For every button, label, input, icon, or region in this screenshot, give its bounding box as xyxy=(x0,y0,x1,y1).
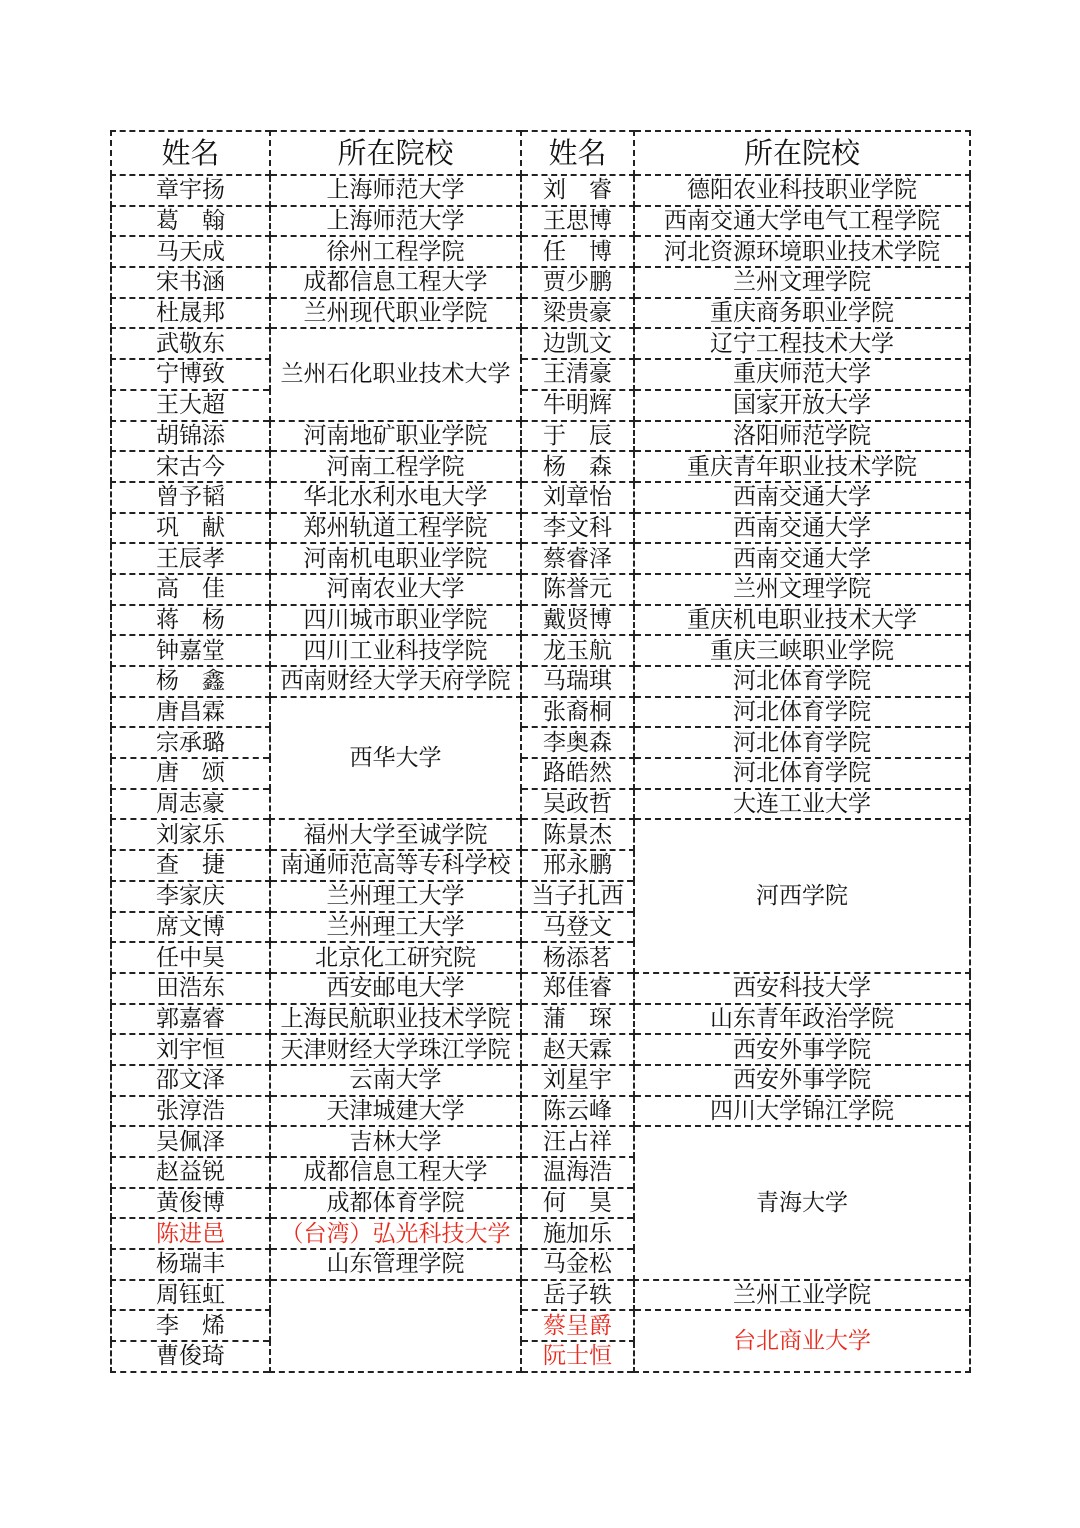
table-row xyxy=(111,574,970,605)
header-school-right: 所在院校 xyxy=(634,131,970,175)
school-cell: 南通师范高等专科学校 xyxy=(270,850,521,881)
table-row xyxy=(111,298,970,329)
school-cell: 成都信息工程大学 xyxy=(270,1157,521,1188)
student-name: 李 烯 xyxy=(111,1310,270,1341)
table-row xyxy=(111,206,970,237)
table-row xyxy=(111,1126,970,1157)
student-name: 杜晟邦 xyxy=(111,298,270,329)
school-cell: 成都信息工程大学 xyxy=(270,267,521,298)
student-name: 黄俊博 xyxy=(111,1188,270,1219)
student-name: 马登文 xyxy=(521,912,634,943)
school-cell: 上海民航职业技术学院 xyxy=(270,1004,521,1035)
table-row xyxy=(111,727,970,758)
student-name: 马瑞琪 xyxy=(521,666,634,697)
school-cell: 重庆青年职业技术学院 xyxy=(634,451,970,482)
school-cell: 兰州石化职业技术大学 xyxy=(270,328,521,420)
table-row xyxy=(111,543,970,574)
student-name: 周钰虹 xyxy=(111,1280,270,1311)
student-name: 杨 鑫 xyxy=(111,666,270,697)
table-row xyxy=(111,451,970,482)
student-name: 李家庆 xyxy=(111,881,270,912)
student-name: 宋书涵 xyxy=(111,267,270,298)
school-cell: 重庆师范大学 xyxy=(634,359,970,390)
school-cell: 西安外事学院 xyxy=(634,1065,970,1096)
table-row xyxy=(111,1065,970,1096)
student-name: 席文博 xyxy=(111,912,270,943)
table-row xyxy=(111,789,970,820)
school-cell: 西安科技大学 xyxy=(634,973,970,1004)
school-cell: 河北体育学院 xyxy=(634,666,970,697)
student-name: 唐昌霖 xyxy=(111,697,270,728)
student-name: 郭嘉睿 xyxy=(111,1004,270,1035)
table-row xyxy=(111,421,970,452)
school-cell: 兰州现代职业学院 xyxy=(270,298,521,329)
header-name-right: 姓名 xyxy=(521,131,634,175)
school-cell: 国家开放大学 xyxy=(634,390,970,421)
school-cell: 四川大学锦江学院 xyxy=(634,1096,970,1127)
student-name: 刘 睿 xyxy=(521,175,634,206)
student-name: 田浩东 xyxy=(111,973,270,1004)
school-cell: 四川城市职业学院 xyxy=(270,605,521,636)
student-name: 杨瑞丰 xyxy=(111,1249,270,1280)
student-name: 蔡睿泽 xyxy=(521,543,634,574)
school-cell: 西南财经大学天府学院 xyxy=(270,666,521,697)
school-cell: 河北体育学院 xyxy=(634,727,970,758)
student-name: 温海浩 xyxy=(521,1157,634,1188)
student-name: 任 博 xyxy=(521,236,634,267)
school-cell-empty xyxy=(270,1280,521,1372)
table-row xyxy=(111,267,970,298)
student-name: 钟嘉堂 xyxy=(111,635,270,666)
school-cell: 天津财经大学珠江学院 xyxy=(270,1034,521,1065)
student-name: 汪占祥 xyxy=(521,1126,634,1157)
school-cell: 重庆机电职业技术大学 xyxy=(634,605,970,636)
student-name: 王辰孝 xyxy=(111,543,270,574)
student-name: 刘家乐 xyxy=(111,819,270,850)
student-name: 张淳浩 xyxy=(111,1096,270,1127)
student-name: 何 昊 xyxy=(521,1188,634,1219)
table-row xyxy=(111,359,970,390)
student-name: 蒋 杨 xyxy=(111,605,270,636)
student-name-highlighted: 阮士恒 xyxy=(521,1341,634,1372)
table-row xyxy=(111,390,970,421)
school-cell: 兰州理工大学 xyxy=(270,881,521,912)
student-name: 任中昊 xyxy=(111,942,270,973)
student-name: 刘星宇 xyxy=(521,1065,634,1096)
school-cell: 青海大学 xyxy=(634,1126,970,1279)
school-cell: 山东管理学院 xyxy=(270,1249,521,1280)
school-cell: 吉林大学 xyxy=(270,1126,521,1157)
student-name: 吴佩泽 xyxy=(111,1126,270,1157)
school-cell: 华北水利水电大学 xyxy=(270,482,521,513)
student-name: 宗承璐 xyxy=(111,727,270,758)
student-name: 路皓然 xyxy=(521,758,634,789)
student-name: 曹俊琦 xyxy=(111,1341,270,1372)
student-name: 蒲 琛 xyxy=(521,1004,634,1035)
school-cell: 西安外事学院 xyxy=(634,1034,970,1065)
student-name: 施加乐 xyxy=(521,1218,634,1249)
school-cell: 西华大学 xyxy=(270,697,521,820)
student-name: 张裔桐 xyxy=(521,697,634,728)
student-name: 马金松 xyxy=(521,1249,634,1280)
school-cell: 河北体育学院 xyxy=(634,758,970,789)
student-name: 曾予韬 xyxy=(111,482,270,513)
student-name: 刘宇恒 xyxy=(111,1034,270,1065)
table-row xyxy=(111,973,970,1004)
student-name: 李文科 xyxy=(521,513,634,544)
table-row xyxy=(111,1310,970,1341)
student-name: 岳子轶 xyxy=(521,1280,634,1311)
student-name: 查 捷 xyxy=(111,850,270,881)
roster-table xyxy=(110,130,971,1373)
student-name: 武敬东 xyxy=(111,328,270,359)
school-cell: 郑州轨道工程学院 xyxy=(270,513,521,544)
school-cell: 德阳农业科技职业学院 xyxy=(634,175,970,206)
student-name-highlighted: 蔡呈爵 xyxy=(521,1310,634,1341)
school-cell: 山东青年政治学院 xyxy=(634,1004,970,1035)
table-row xyxy=(111,697,970,728)
student-name: 牛明辉 xyxy=(521,390,634,421)
student-name: 刘章怡 xyxy=(521,482,634,513)
student-name: 龙玉航 xyxy=(521,635,634,666)
student-name: 杨 森 xyxy=(521,451,634,482)
student-name: 梁贵豪 xyxy=(521,298,634,329)
student-name: 王大超 xyxy=(111,390,270,421)
school-cell: 兰州工业学院 xyxy=(634,1280,970,1311)
school-cell: 上海师范大学 xyxy=(270,206,521,237)
table-row xyxy=(111,758,970,789)
school-cell: 西南交通大学 xyxy=(634,482,970,513)
school-cell: 重庆商务职业学院 xyxy=(634,298,970,329)
table-row xyxy=(111,482,970,513)
table-row xyxy=(111,175,970,206)
school-cell: 河南机电职业学院 xyxy=(270,543,521,574)
school-cell: 大连工业大学 xyxy=(634,789,970,820)
school-cell: 四川工业科技学院 xyxy=(270,635,521,666)
school-cell: 兰州理工大学 xyxy=(270,912,521,943)
student-name: 宁博致 xyxy=(111,359,270,390)
school-cell: 河南工程学院 xyxy=(270,451,521,482)
school-cell: 河西学院 xyxy=(634,819,970,972)
student-name: 戴贤博 xyxy=(521,605,634,636)
school-cell: 云南大学 xyxy=(270,1065,521,1096)
school-cell-highlighted: （台湾）弘光科技大学 xyxy=(270,1218,521,1249)
school-cell: 河南农业大学 xyxy=(270,574,521,605)
table-row xyxy=(111,1096,970,1127)
student-name: 当子扎西 xyxy=(521,881,634,912)
student-name: 杨添茗 xyxy=(521,942,634,973)
student-name: 边凯文 xyxy=(521,328,634,359)
table-row xyxy=(111,328,970,359)
student-name: 郑佳睿 xyxy=(521,973,634,1004)
student-name: 章宇扬 xyxy=(111,175,270,206)
school-cell: 天津城建大学 xyxy=(270,1096,521,1127)
school-cell: 西安邮电大学 xyxy=(270,973,521,1004)
student-name-highlighted: 陈进邑 xyxy=(111,1218,270,1249)
school-cell: 徐州工程学院 xyxy=(270,236,521,267)
school-cell: 河南地矿职业学院 xyxy=(270,421,521,452)
student-name: 贾少鹏 xyxy=(521,267,634,298)
school-cell: 河北体育学院 xyxy=(634,697,970,728)
table-row xyxy=(111,666,970,697)
student-name: 周志豪 xyxy=(111,789,270,820)
student-name: 李奥森 xyxy=(521,727,634,758)
student-name: 陈誉元 xyxy=(521,574,634,605)
table-row xyxy=(111,605,970,636)
school-cell: 洛阳师范学院 xyxy=(634,421,970,452)
header-row xyxy=(111,131,970,175)
school-cell: 重庆三峡职业学院 xyxy=(634,635,970,666)
school-cell: 西南交通大学 xyxy=(634,513,970,544)
student-name: 巩 献 xyxy=(111,513,270,544)
table-row xyxy=(111,1004,970,1035)
school-cell: 福州大学至诚学院 xyxy=(270,819,521,850)
student-name: 赵益锐 xyxy=(111,1157,270,1188)
school-cell: 西南交通大学 xyxy=(634,543,970,574)
student-name: 王思博 xyxy=(521,206,634,237)
table-row xyxy=(111,635,970,666)
table-row xyxy=(111,236,970,267)
student-name: 于 辰 xyxy=(521,421,634,452)
table-row xyxy=(111,1280,970,1311)
school-cell: 辽宁工程技术大学 xyxy=(634,328,970,359)
school-cell: 河北资源环境职业技术学院 xyxy=(634,236,970,267)
table-row xyxy=(111,1034,970,1065)
school-cell: 上海师范大学 xyxy=(270,175,521,206)
table-row xyxy=(111,819,970,850)
student-name: 吴政哲 xyxy=(521,789,634,820)
school-cell-highlighted: 台北商业大学 xyxy=(634,1310,970,1371)
student-name: 宋古今 xyxy=(111,451,270,482)
header-school-left: 所在院校 xyxy=(270,131,521,175)
student-name: 葛 翰 xyxy=(111,206,270,237)
student-name: 高 佳 xyxy=(111,574,270,605)
student-name: 马天成 xyxy=(111,236,270,267)
student-name: 赵天霖 xyxy=(521,1034,634,1065)
student-name: 胡锦添 xyxy=(111,421,270,452)
table-row xyxy=(111,513,970,544)
student-name: 唐 颂 xyxy=(111,758,270,789)
school-cell: 兰州文理学院 xyxy=(634,267,970,298)
student-name: 王清豪 xyxy=(521,359,634,390)
school-cell: 北京化工研究院 xyxy=(270,942,521,973)
student-name: 邢永鹏 xyxy=(521,850,634,881)
student-name: 陈云峰 xyxy=(521,1096,634,1127)
school-cell: 成都体育学院 xyxy=(270,1188,521,1219)
student-name: 陈景杰 xyxy=(521,819,634,850)
header-name-left: 姓名 xyxy=(111,131,270,175)
school-cell: 西南交通大学电气工程学院 xyxy=(634,206,970,237)
student-name: 邵文泽 xyxy=(111,1065,270,1096)
school-cell: 兰州文理学院 xyxy=(634,574,970,605)
